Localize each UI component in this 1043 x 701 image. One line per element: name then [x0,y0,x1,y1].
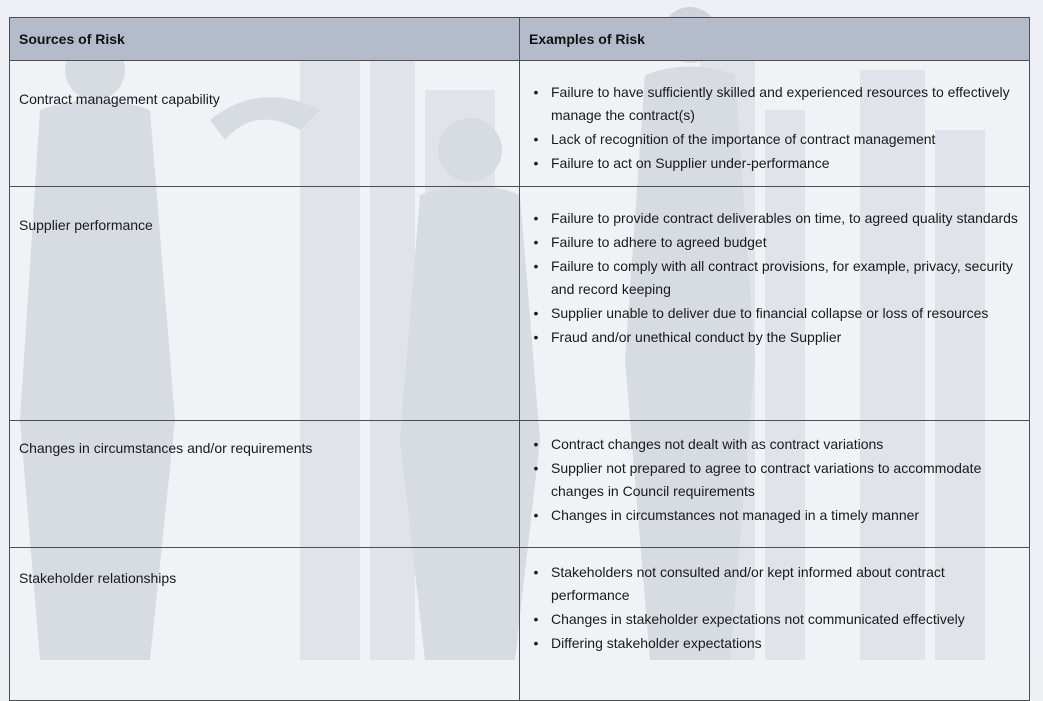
list-item [530,504,1019,527]
bullet-icon: • [533,305,539,321]
bullet-icon: • [533,507,539,523]
list-item [530,457,1019,503]
table-header-row [10,18,1030,61]
example-text: Supplier not prepared to agree to contract variations to accommodate changes in Council requirements [551,460,982,499]
examples-cell [520,548,1030,701]
table-row [10,421,1030,548]
bullet-icon: • [533,564,539,580]
bullet-icon: • [533,258,539,274]
header-examples-of-risk: Examples of Risk [520,18,1030,61]
list-item [530,231,1019,254]
list-item [530,302,1019,325]
example-text: Failure to adhere to agreed budget [551,234,767,250]
example-text: Failure to have sufficiently skilled and experienced resources to effectively manage the contract(s) [551,84,1010,123]
source-cell: Supplier performance [10,187,520,421]
bullet-icon: • [533,329,539,345]
list-item [530,632,1019,655]
example-text: Changes in circumstances not managed in a timely manner [551,507,920,523]
risk-table-container [9,17,1029,701]
examples-cell [520,61,1030,187]
bullet-icon: • [533,635,539,651]
example-text: Differing stakeholder expectations [551,635,762,651]
bullet-icon: • [533,210,539,226]
example-text: Failure to comply with all contract provisions, for example, privacy, security and record keeping [551,258,1013,297]
example-text: Stakeholders not consulted and/or kept informed about contract performance [551,564,945,603]
table-row [10,187,1030,421]
example-text: Supplier unable to deliver due to financial collapse or loss of resources [551,305,989,321]
risk-table [9,17,1030,701]
example-text: Failure to act on Supplier under-performance [551,155,830,171]
list-item [530,326,1019,349]
list-item [530,207,1019,230]
example-text: Failure to provide contract deliverables on time, to agreed quality standards [551,210,1018,226]
example-text: Contract changes not dealt with as contract variations [551,436,884,452]
source-cell: Changes in circumstances and/or requirements [10,421,520,548]
example-text: Changes in stakeholder expectations not communicated effectively [551,611,965,627]
examples-cell [520,187,1030,421]
bullet-icon: • [533,234,539,250]
list-item [530,608,1019,631]
bullet-icon: • [533,131,539,147]
source-cell: Stakeholder relationships [10,548,520,701]
list-item [530,255,1019,301]
examples-list [530,81,1019,175]
bullet-icon: • [533,436,539,452]
bullet-icon: • [533,611,539,627]
header-sources-of-risk: Sources of Risk [10,18,520,61]
list-item [530,561,1019,607]
bullet-icon: • [533,460,539,476]
bullet-icon: • [533,84,539,100]
source-cell: Contract management capability [10,61,520,187]
bullet-icon: • [533,155,539,171]
list-item [530,81,1019,127]
list-item [530,152,1019,175]
table-row [10,548,1030,701]
list-item [530,128,1019,151]
examples-list [530,561,1019,655]
example-text: Fraud and/or unethical conduct by the Supplier [551,329,842,345]
examples-list [530,207,1019,349]
examples-list [530,433,1019,527]
examples-cell [520,421,1030,548]
list-item [530,433,1019,456]
example-text: Lack of recognition of the importance of contract management [551,131,936,147]
table-row [10,61,1030,187]
